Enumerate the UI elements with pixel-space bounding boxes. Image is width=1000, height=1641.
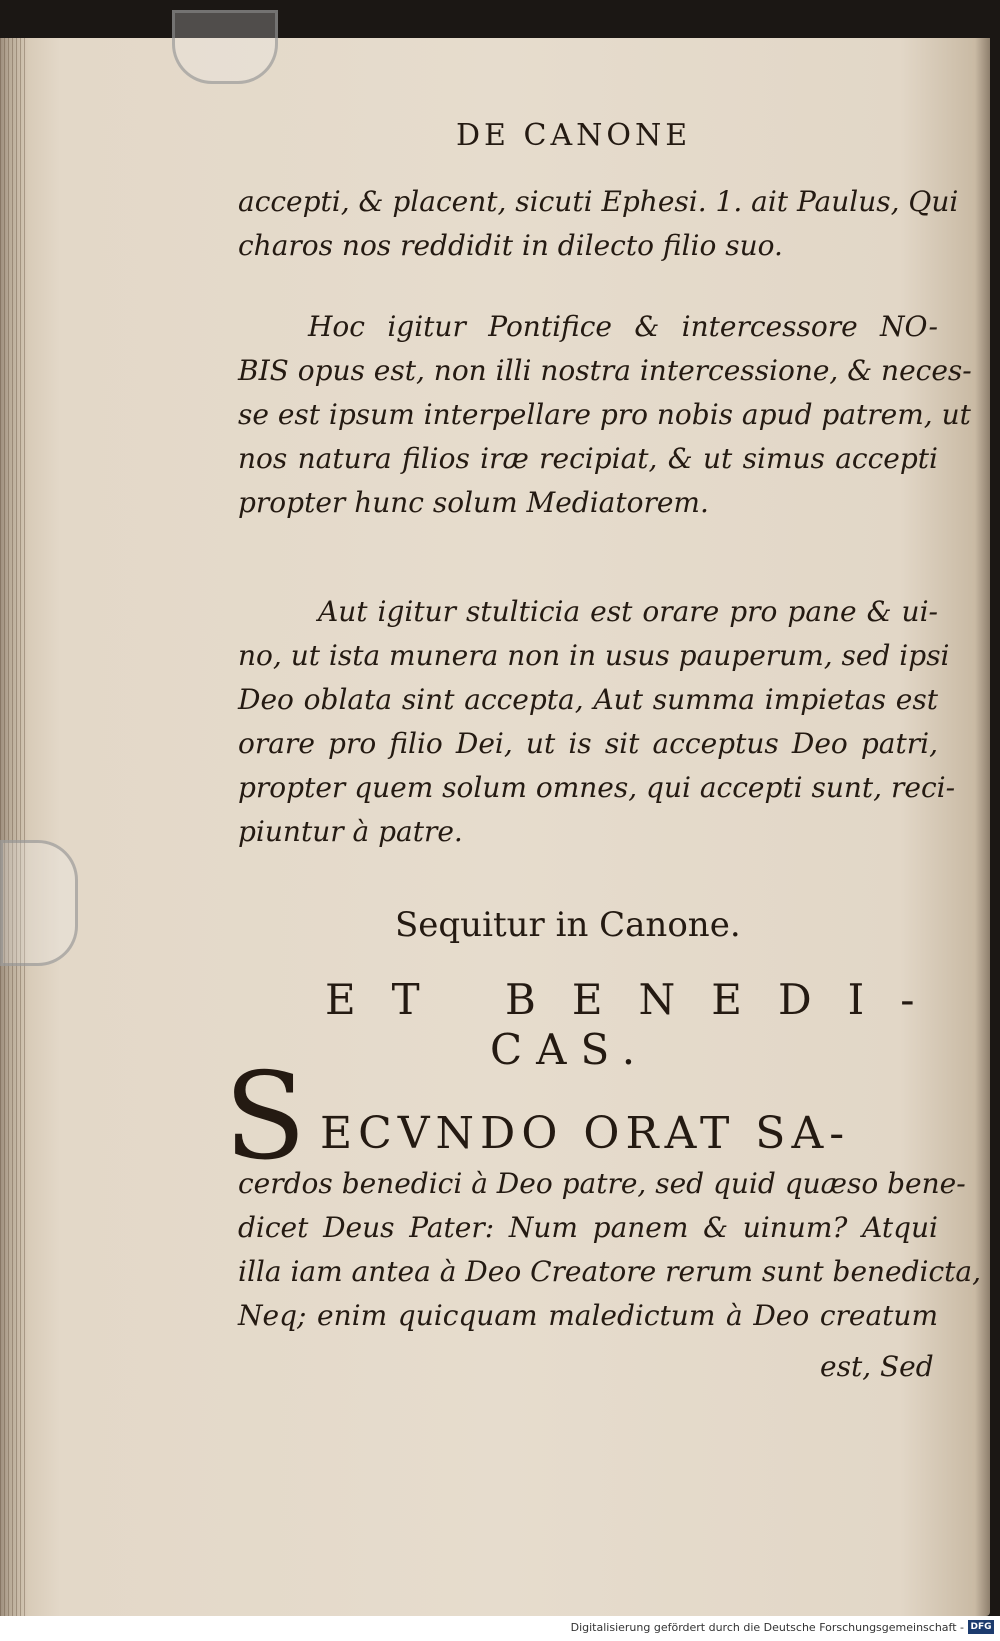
text-line: illa iam antea à Deo Creatore rerum sunt benedicta, (238, 1255, 982, 1288)
text-line: cerdos benedici à Deo patre, sed quid quæso bene- (238, 1167, 966, 1200)
section-title-line-2: CAS. (490, 1025, 650, 1074)
text-line: orare pro filio Dei, ut is sit acceptus Deo patri, (238, 727, 938, 760)
dfg-logo: DFG (968, 1620, 994, 1634)
text-line: se est ipsum interpellare pro nobis apud patrem, ut (238, 398, 971, 431)
opening-line: ECVNDO ORAT SA- (320, 1108, 851, 1159)
paragraph-2 (238, 305, 972, 525)
paper-clip-side (0, 840, 78, 966)
footer-credit: Digitalisierung gefördert durch die Deutsche Forschungsgemeinschaft - (570, 1621, 964, 1634)
section-subheading: Sequitur in Canone. (395, 905, 741, 945)
text-line: BIS opus est, non illi nostra intercessione, & neces- (238, 354, 972, 387)
paragraph-4 (238, 1162, 982, 1338)
text-line: no, ut ista munera non in usus pauperum, sed ipsi (238, 639, 950, 672)
section-title-line-1: ET BENEDI- (325, 975, 951, 1024)
paragraph-3 (238, 590, 956, 854)
text-line: charos nos reddidit in dilecto filio suo. (238, 229, 783, 262)
running-header: DE CANONE (456, 118, 692, 153)
text-line: piuntur à patre. (238, 815, 463, 848)
text-line: propter hunc solum Mediatorem. (238, 486, 709, 519)
text-line: propter quem solum omnes, qui accepti sunt, reci- (238, 771, 956, 804)
paper-clip-top (172, 10, 278, 84)
text-line: dicet Deus Pater: Num panem & uinum? Atqui (238, 1211, 938, 1244)
text-line: accepti, & placent, sicuti Ephesi. 1. ait Paulus, Qui (238, 185, 959, 218)
text-line: Aut igitur stulticia est orare pro pane & ui- (318, 595, 938, 628)
text-line: Neq; enim quicquam maledictum à Deo creatum (238, 1299, 938, 1332)
footer-bar (0, 1616, 1000, 1641)
drop-capital: S (224, 1048, 307, 1187)
page-edges (0, 38, 26, 1616)
catchword: est, Sed (820, 1350, 934, 1383)
paragraph-1 (238, 180, 959, 268)
text-line: Hoc igitur Pontifice & intercessore NO- (308, 310, 938, 343)
text-line: Deo oblata sint accepta, Aut summa impietas est (238, 683, 938, 716)
text-line: nos natura filios iræ recipiat, & ut simus accepti (238, 442, 938, 475)
